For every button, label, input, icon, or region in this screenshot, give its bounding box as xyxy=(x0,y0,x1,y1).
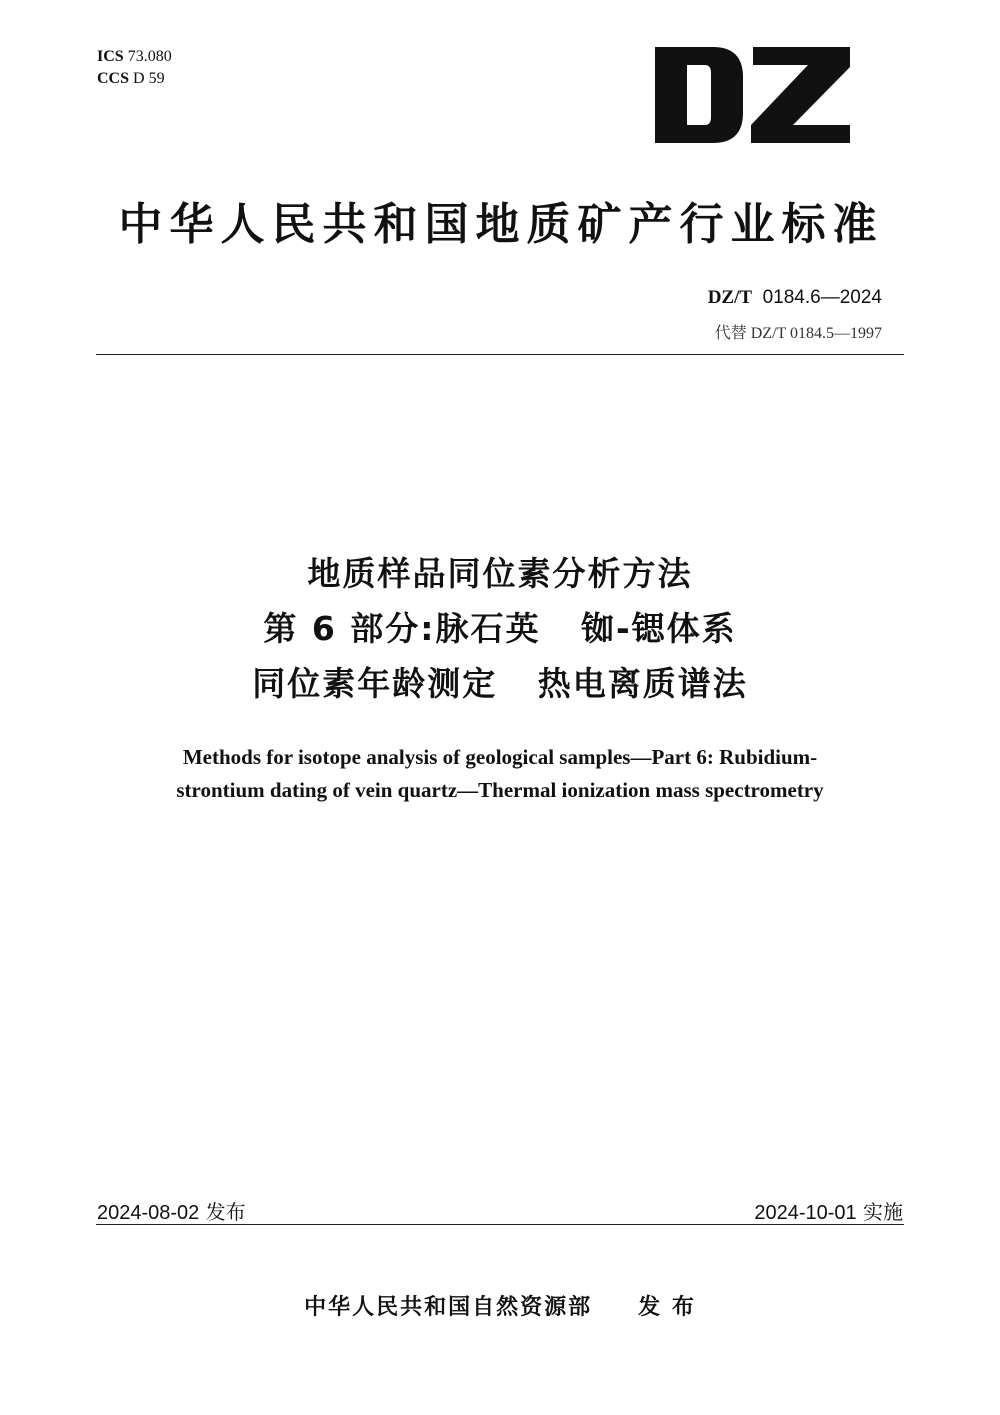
effective-date-value: 2024-10-01 xyxy=(754,1202,857,1224)
footer-divider xyxy=(96,1224,904,1225)
standard-code-prefix: DZ/T xyxy=(707,287,753,308)
dz-logo xyxy=(655,47,850,143)
ccs-prefix: CCS xyxy=(97,70,130,87)
title-en-line1: Methods for isotope analysis of geological samples—Part 6: Rubidium- xyxy=(182,745,818,769)
header-divider xyxy=(96,354,904,355)
replaces-note: 代替 DZ/T 0184.5—1997 xyxy=(714,325,882,342)
classification-codes xyxy=(97,46,172,90)
issuer-action: 发 布 xyxy=(638,1295,696,1320)
title-cn-line3: 同位素年龄测定 热电离质谱法 xyxy=(252,664,748,703)
standard-category-title: 中华人民共和国地质矿产行业标准 xyxy=(118,199,884,250)
title-en-line2: strontium dating of vein quartz—Thermal ionization mass spectrometry xyxy=(176,778,824,802)
title-cn-line2: 第 6 部分:脉石英 铷-锶体系 xyxy=(263,609,737,648)
issuer-name: 中华人民共和国自然资源部 xyxy=(304,1295,593,1320)
dz-logo-letters xyxy=(655,47,850,143)
ics-prefix: ICS xyxy=(97,48,124,65)
ccs-code xyxy=(97,68,172,90)
standard-code xyxy=(708,287,882,309)
issuer xyxy=(0,1290,1000,1321)
publish-label: 发布 xyxy=(199,1200,246,1224)
standard-code-number: 0184.6—2024 xyxy=(762,287,882,308)
ics-value: 73.080 xyxy=(123,48,172,65)
ics-code xyxy=(97,46,172,68)
title-cn-line1: 地质样品同位素分析方法 xyxy=(307,554,693,593)
logo-text: DZ xyxy=(752,107,754,108)
effective-date xyxy=(754,1196,903,1225)
publish-date-value: 2024-08-02 xyxy=(97,1202,200,1224)
effective-label: 实施 xyxy=(856,1200,903,1224)
ccs-value: D 59 xyxy=(129,70,165,87)
publish-date xyxy=(97,1196,246,1225)
